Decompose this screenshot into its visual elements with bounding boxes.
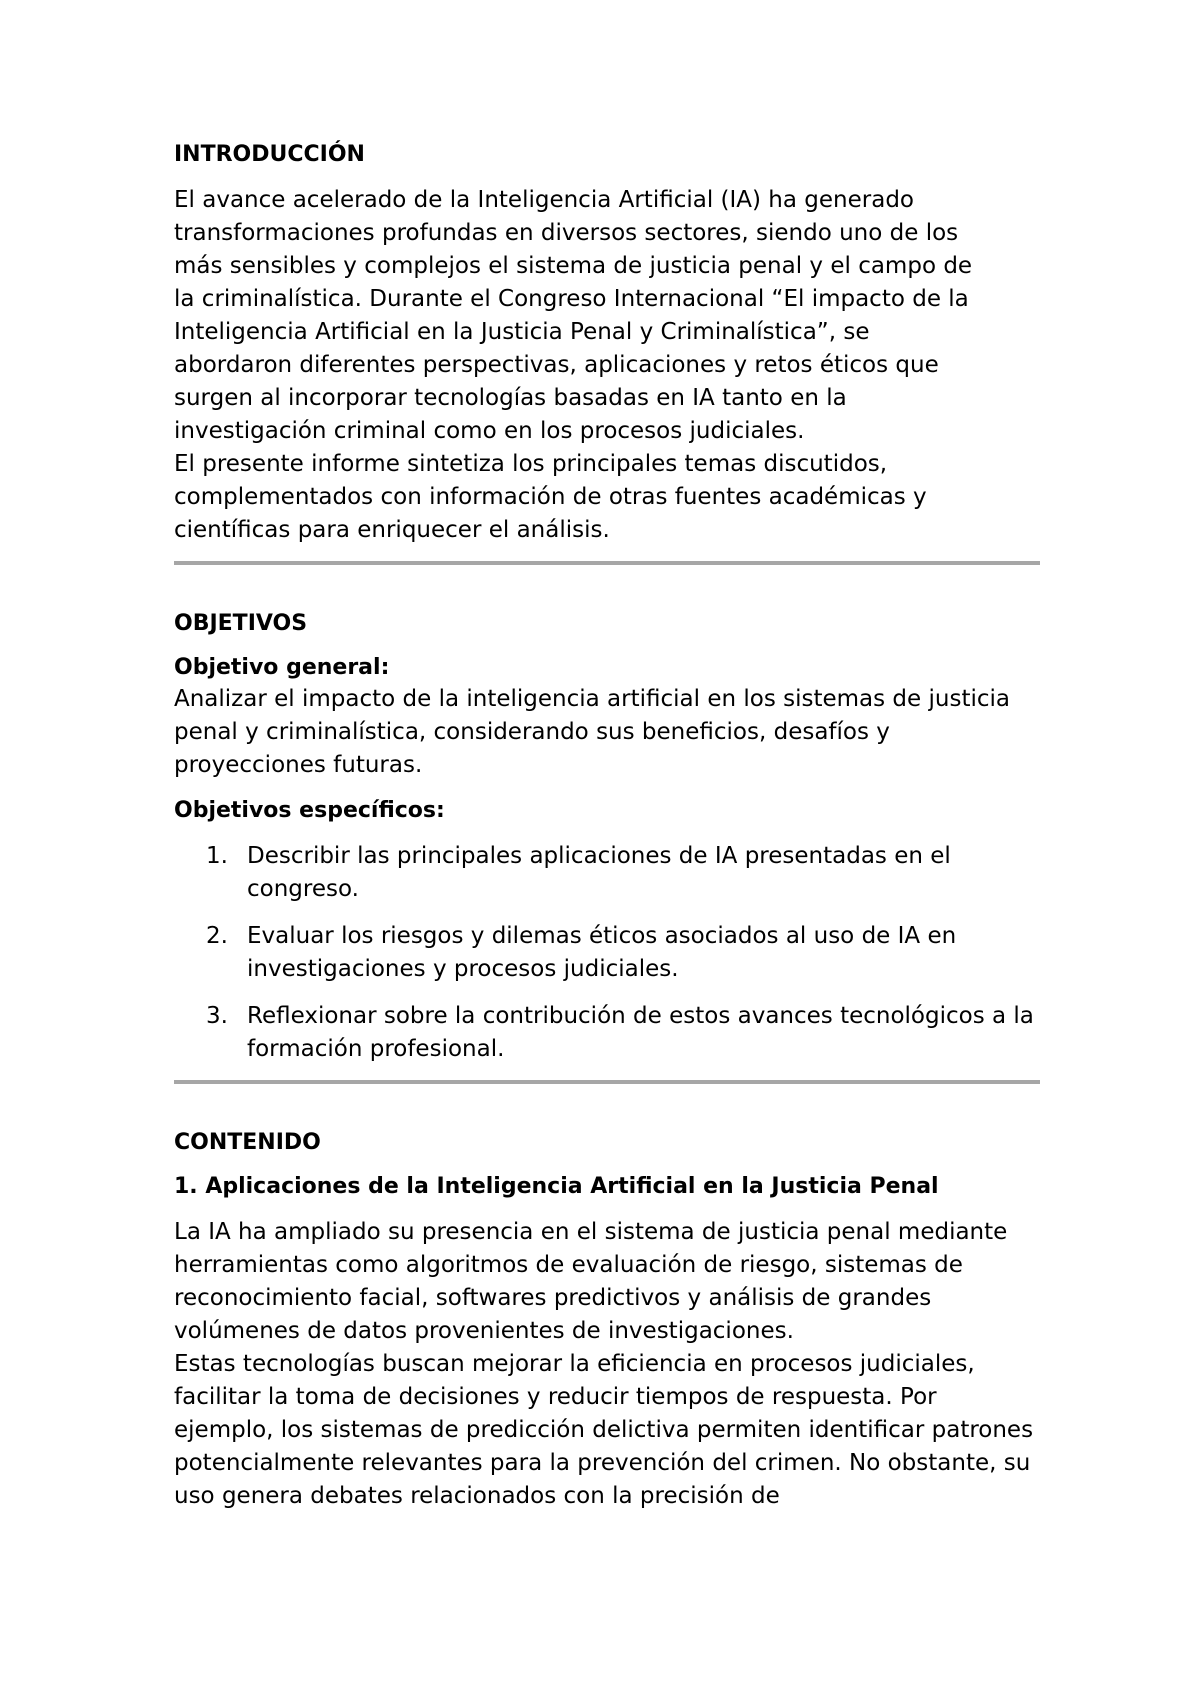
list-item-text: Reflexionar sobre la contribución de estos avances tecnológicos a la formación profesional. — [247, 1003, 1034, 1062]
list-item-number: 2. — [206, 923, 228, 949]
list-item-number: 1. — [206, 843, 228, 869]
section-divider-2 — [174, 1080, 1040, 1084]
general-objective-text: Analizar el impacto de la inteligencia artificial en los sistemas de justicia penal y criminalística, considerando sus beneficios, desafíos y proyecciones futuras. — [174, 686, 1010, 778]
general-objective-label: Objetivo general: — [174, 655, 390, 680]
section-1-paragraph-2: Estas tecnologías buscan mejorar la eficiencia en procesos judiciales, facilitar la toma de decisiones y reducir tiempos de respuesta. Por ejemplo, los sistemas de predicción delictiva permiten identificar patrones potencialmente relevantes para la prevención del crimen. No obstante, su uso genera debates relacionados con la precisión de — [174, 1351, 1034, 1509]
specific-objectives-label: Objetivos específicos: — [174, 798, 445, 823]
section-1-title: 1. Aplicaciones de la Inteligencia Artificial en la Justicia Penal — [174, 1174, 939, 1199]
document-page — [174, 140, 1040, 1513]
intro-heading: INTRODUCCIÓN — [174, 142, 365, 167]
list-item-text: Evaluar los riesgos y dilemas éticos asociados al uso de IA en investigaciones y procesos judiciales. — [247, 923, 957, 982]
intro-paragraph-2: El presente informe sintetiza los principales temas discutidos, complementados con información de otras fuentes académicas y científicas para enriquecer el análisis. — [174, 451, 927, 543]
list-item — [174, 1000, 1047, 1066]
list-item-text: Describir las principales aplicaciones de IA presentadas en el congreso. — [247, 843, 951, 902]
objectives-heading: OBJETIVOS — [174, 611, 308, 636]
list-item-number: 3. — [206, 1003, 228, 1029]
section-1-paragraph-1: La IA ha ampliado su presencia en el sistema de justicia penal mediante herramientas como algoritmos de evaluación de riesgo, sistemas de reconocimiento facial, softwares predictivos y análisis de grandes volúmenes de datos provenientes de investigaciones. — [174, 1219, 1008, 1344]
section-divider-1 — [174, 561, 1040, 565]
intro-paragraph-1: El avance acelerado de la Inteligencia Artificial (IA) ha generado transformaciones profundas en diversos sectores, siendo uno de los más sensibles y complejos el sistema de justicia penal y el campo de la criminalística. Durante el Congreso Internacional “El impacto de la Inteligencia Artificial en la Justicia Penal y Criminalística”, se abordaron diferentes perspectivas, aplicaciones y retos éticos que surgen al incorporar tecnologías basadas en IA tanto en la investigación criminal como en los procesos judiciales. — [174, 187, 973, 444]
list-item — [174, 920, 1037, 986]
list-item — [174, 840, 1017, 906]
content-heading: CONTENIDO — [174, 1130, 321, 1155]
specific-objectives-list — [174, 840, 1040, 1066]
